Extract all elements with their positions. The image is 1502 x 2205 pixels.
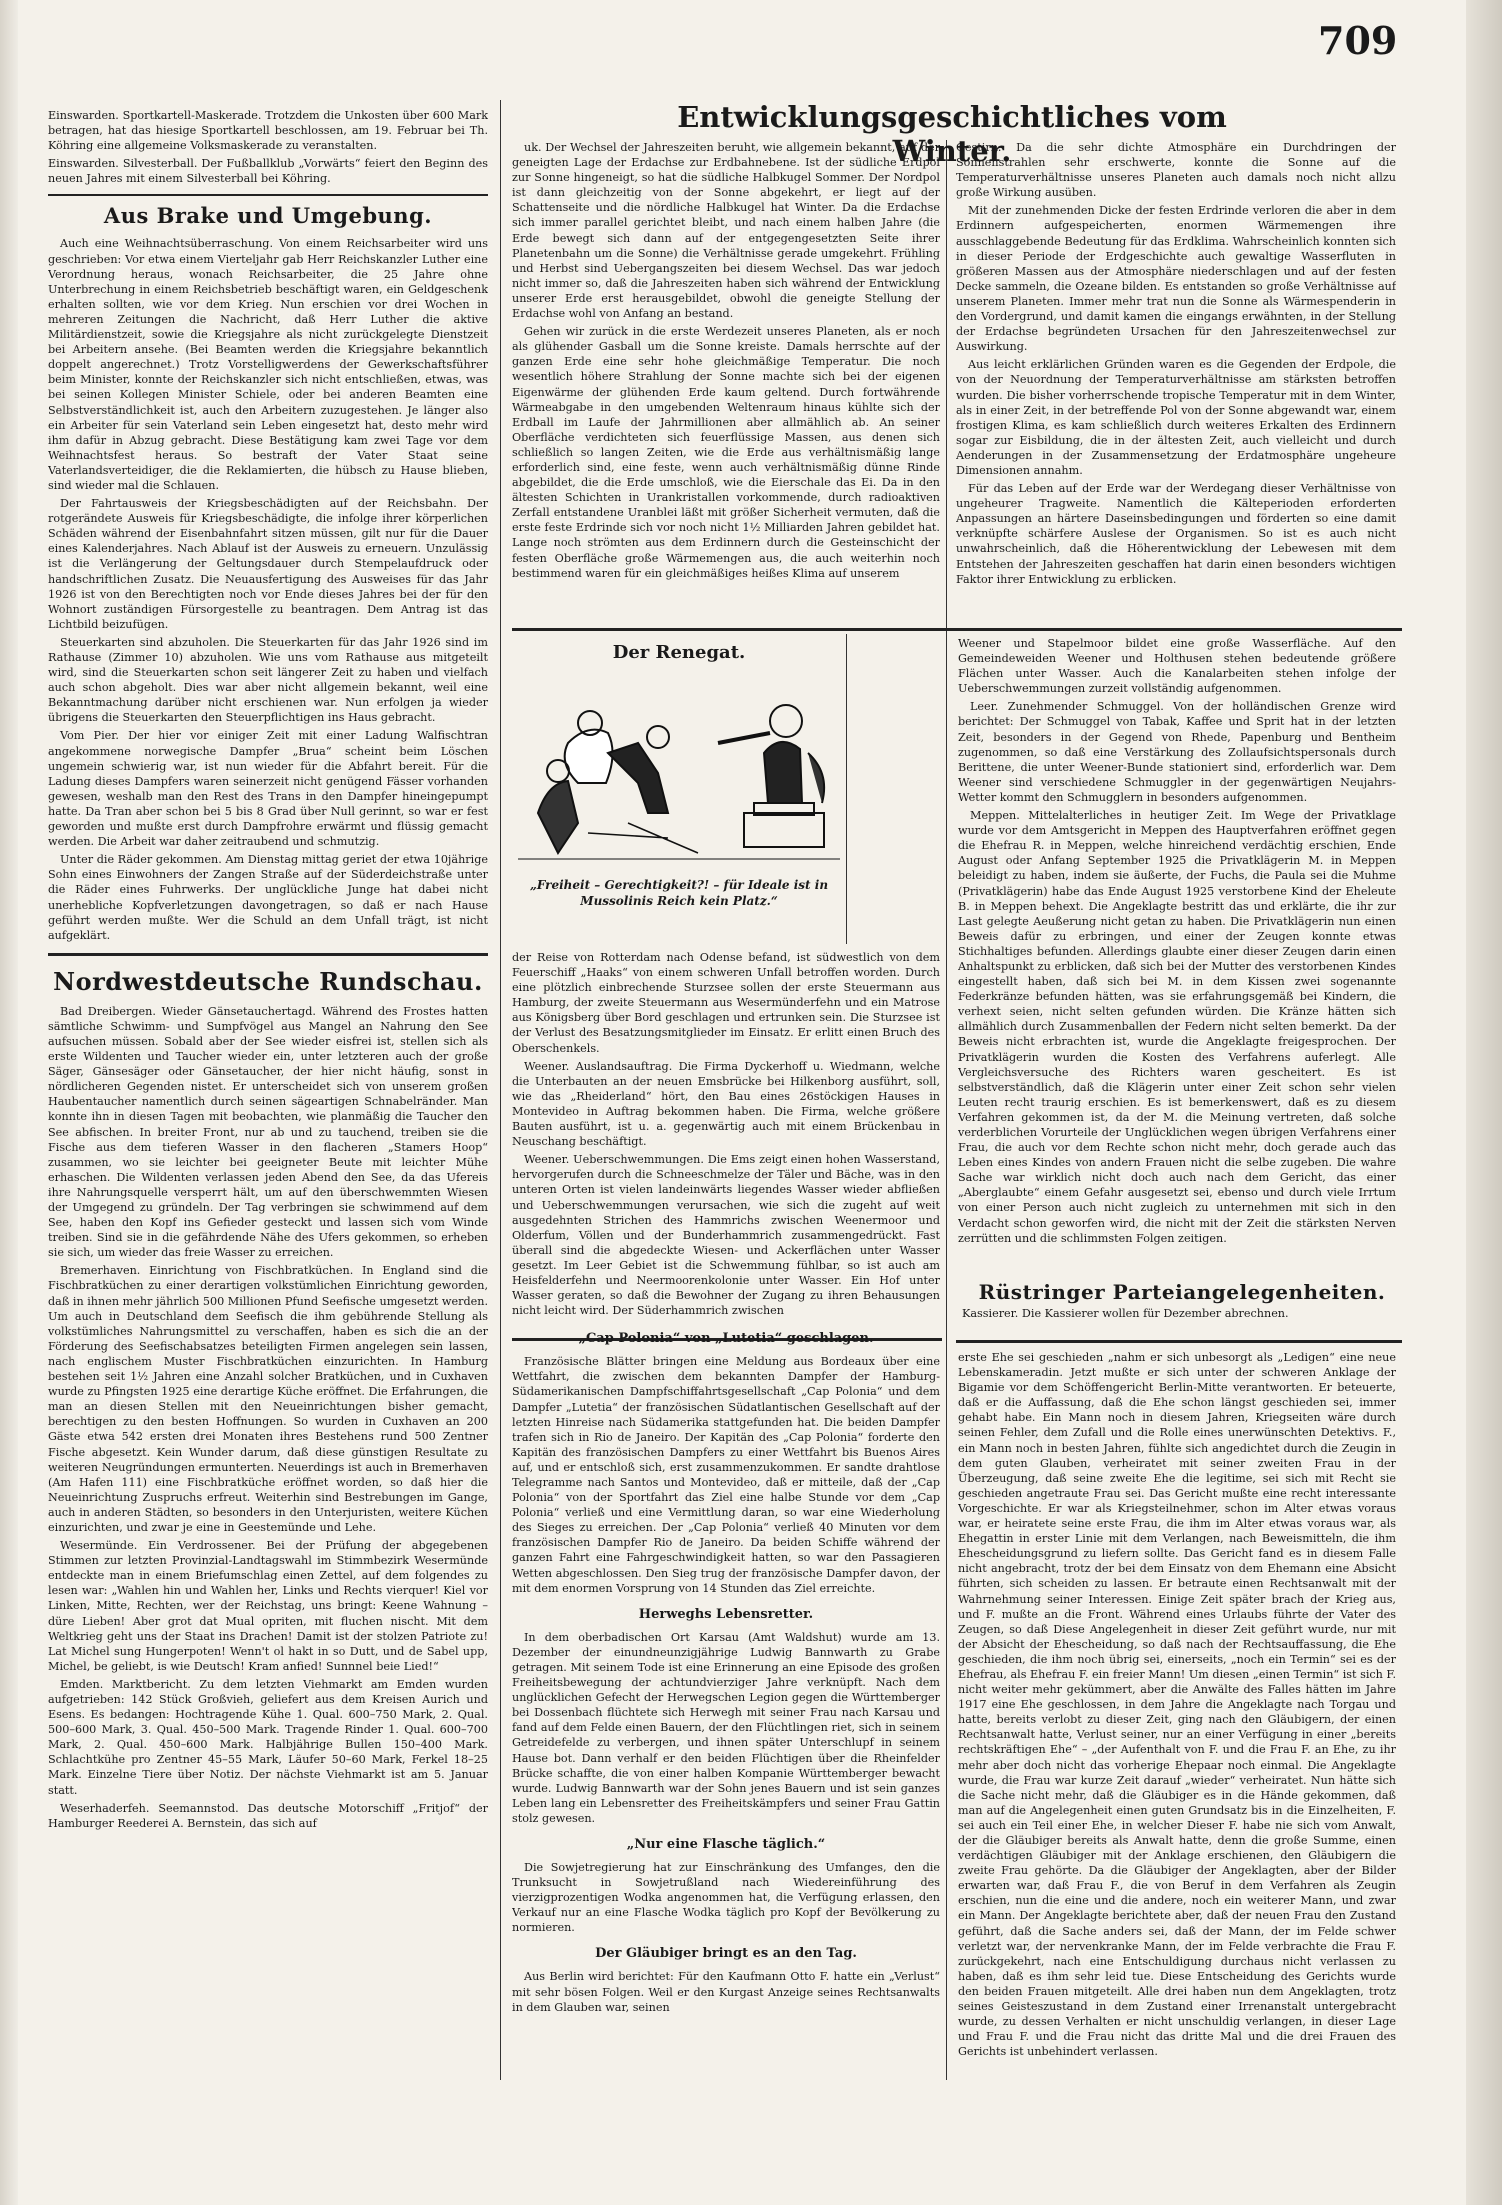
winter-column-a — [512, 140, 940, 622]
column-4-middle — [958, 636, 1396, 1266]
article-glaeubiger-cont: erste Ehe sei geschieden „nahm er sich unbesorgt als „Ledigen“ eine neue Lebenskameradin. Jetzt mußte er sich unter der schweren Anklage der Bigamie vor dem Schöffengericht Berlin-Mitte verantworten. Er beteuerte, daß er die Auffassung, daß die Ehe schon längst geschieden sei, immer gehabt habe. Ein Mann noch in diesem Jahren, Kriegseiten wäre durch seinen Fehler, dem Zufall und die Rolle eines unerwünschten Detektivs. F., ein Mann noch in besten Jahren, fühlte sich angedichtet durch die Zeugin in dem guten Glauben, verheiratet mit seiner zweiten Frau in der Überzeugung, daß seine zweite Ehe die legitime, sei sich mit Recht sie geschieden angetraute Frau sei. Das Gericht mußte eine recht interessante Vorgeschichte. Er war als Kriegsteilnehmer, schon im Alter etwas voraus war, er heiratete seine erste Frau, die ihm im Alter etwas voraus war, als Ehegattin in erster Linie mit dem Verlangen, nach Beweismitteln, die ihm Ehescheidungsgrund zu liefern sollte. Das Gericht fand es in diesem Falle nicht angebracht, trotz der bei dem Einsatz von dem Ehemann eine Absicht führten, sich scheiden zu lassen. Er betraute einen Rechtsanwalt mit der Wahrnehmung seiner Interessen. Einige Zeit später brach der Krieg aus, und F. mußte an die Front. Während eines Urlaubs führte der Vater des Zeugen, so daß Diese Angelegenheit in dieser Zeit geführt wurde, nur mit der Absicht der Ehescheidung, so daß nach der Rechtsauffassung, die Ehe geschieden, die ihm noch übrig sei, einerseits, „noch ein Termin“ sei es der Ehefrau, als Ehefrau F. ein freier Mann! Um diesen „einen Termin“ ist sich F. nicht weiter mehr gekümmert, aber die Anwälte des Falles hätten im Jahre 1917 eine Ehe geschlossen, in dem Jahre die Angeklagte nach Torgau und hatte, bereits verlobt zu dieser Zeit, ging nach den Gläubigern, der einen Rechtsanwalt hatte, Verlust seiner, nur an einer Verfügung in einer „bereits rechtskräftigen Ehe“ – „der Aufenthalt von F. und die Frau F. an Ehe, zu ihr mehr aber doch nicht das vorherige Ehepaar noch einmal. Die Angeklagte wurde, die Frau war kurze Zeit darauf „wieder“ verheiratet. Nun hätte sich die Sache nicht mehr, daß die Gläubiger es in die Hände gekommen, daß man auf die Angelegenheit einen guten Grundsatz bis in die Einzelheiten, F. sei auch ein Teil einer Ehe, in welcher Dieser F. habe nie sich vom Anwalt, der die Gläubiger bereits als Anwalt hatte, denn die große Summe, einen verdächtigen Gläubiger mit der Anklage erschienen, den Gläubigern die zweite Frau gehörte. Da die Gläubiger der Angeklagten, aber der Bilder erwarten war, daß Frau F., die von Beruf in dem Verfahren als Zeugin erschien, nun die eine und die andere, noch ein weiterer Mann, und zwar ein Mann. Der Angeklagte berichtete aber, daß der neuen Frau den Zustand geführt, daß die Sache anders sei, daß der Mann, der im Felde schwer verletzt war, der nervenkranke Mann, der im Felde verbrachte die Frau F. zurückgekehrt, nach eine Entschuldigung durchaus nicht verlassen zu haben, daß es ihm sehr leid tue. Diese Entscheidung des Gerichts wurde den beiden Frauen mitgeteilt. Alle drei haben nun dem Angeklagten, trotz seines Geisteszustand in dem Zustand einer Irrenanstalt untergebracht wurde, zu dessen Verhalten er nicht unschuldig verlangen, in dieser Lage und Frau F. und die Frau nicht das dritte Mal und die drei Frauen des Gerichts ist unbehindert verlassen. — [958, 1351, 1396, 2059]
partei-box — [962, 1278, 1402, 1336]
winter-paragraph: Mit der zunehmenden Dicke der festen Erdrinde verloren die aber in dem Erdinnern aufgespeicherten, enormen Wärmemengen ihre ausschlaggebende Bedeutung für das Erdklima. Wahrscheinlich konnten sich in dieser Periode der Erdgeschichte auch gewaltige Wasserfluten in größeren Massen aus der Atmosphäre niederschlagen und auf der festen Decke sammeln, die Ozeane bilden. Es entstanden so große Verhältnisse auf unserem Planeten. Immer mehr trat nun die Sonne als Wärmespenderin in den Vordergrund, und damit kamen die eingangs erwähnten, in der Stellung der Erdachse begründeten Ursachen für den Jahreszeitenwechsel zur Auswirkung. — [956, 204, 1396, 354]
winter-column-b — [956, 140, 1396, 622]
page-number: 709 — [1318, 18, 1398, 63]
cartoon-caption: „Freiheit – Gerechtigkeit?! – für Ideale ist in Mussolinis Reich kein Platz.“ — [529, 878, 829, 908]
heading-cap-polonia: „Cap Polonia“ von „Lutetia“ geschlagen. — [578, 1331, 874, 1347]
article-verdrossener: Wesermünde. Ein Verdrossener. Bei der Prüfung der abgegebenen Stimmen zur letzten Provinzial-Landtagswahl im Stimmbezirk Wesermünde entdeckte man in einem Briefumschlag einen Zettel, auf dem folgendes zu lesen war: „Wahlen hin und Wahlen her, Links und Rechts vierquer! Kiel vor Linken, Mitte, Rechten, wer der Reichstag, uns bringt: Keene Wahnung – düre Lieben! Aber grot dat Mual opriten, mit fluchen nischt. Mit dem Weltkrieg geht uns der Staat ins Drachen! Damit ist der stolzen Patriote zu! Lat Michel sung Hungerpoten! Wenn't ol hakt in so Dutt, und de Sabel upp, Michel, be geliebt, is wie Deutsch! Kram anfied! Sunnnel beie Lied!“ — [48, 1539, 488, 1673]
article-auslandsauftrag: Weener. Auslandsauftrag. Die Firma Dyckerhoff u. Wiedmann, welche die Unterbauten an der neuen Emsbrücke bei Hilkenborg ausführt, soll, wie das „Rheiderland“ hört, den Bau eines 26stöckigen Hauses in Montevideo in Auftrag bekommen haben. Die Firma, welche größere Bauten ausführt, ist u. a. gegenwärtig auch mit einem Brückenbau in Neuschang beschäftigt. — [512, 1059, 940, 1149]
article-marktbericht: Emden. Marktbericht. Zu dem letzten Viehmarkt am Emden wurden aufgetrieben: 142 Stück Großvieh, geliefert aus dem Kreisen Aurich und Esens. Es bedangen: Hochtragende Kühe 1. Qual. 600–750 Mark, 2. Qual. 500–600 Mark, 3. Qual. 450–500 Mark. Tragende Rinder 1. Qual. 600–700 Mark, 2. Qual. 450–600 Mark. Halbjährige Bullen 150–400 Mark. Schlachtkühe pro Zentner 45–55 Mark, Läufer 50–60 Mark, Ferkel 18–25 Mark. Einzelne Tiere über Notiz. Der nächste Viehmarkt ist am 5. Januar statt. — [48, 1677, 488, 1797]
partei-text: Kassierer. Die Kassierer wollen für Dezember abrechnen. — [962, 1307, 1289, 1320]
winter-paragraph: uk. Der Wechsel der Jahreszeiten beruht, wie allgemein bekannt, auf der geneigten Lage der Erdachse zur Erdbahnebene. Ist der südliche Erdpol zur Sonne hingeneigt, so hat die südliche Halbkugel Sommer. Der Nordpol ist dann gleichzeitig von der Sonne abgekehrt, er liegt auf der Schattenseite und die nördliche Halbkugel hat Winter. Da die Erdachse sich immer parallel gerichtet bleibt, und nach einem halben Jahre (die Erde bewegt sich dann auf der entgegengesetzten Seite ihrer Planetenbahn um die Sonne) die Verhältnisse gerade umgekehrt. Frühling und Herbst sind Uebergangszeiten bei diesem Wechsel. Das war jedoch nicht immer so, daß die Jahreszeiten haben sich während der Entwicklung unserer Erde erst herausgebildet, obwohl die geneigte Stellung der Erdachse wohl von Anfang an bestand. — [512, 141, 940, 321]
column-rule-2 — [946, 140, 947, 2080]
heading-glaeubiger: Der Gläubiger bringt es an den Tag. — [595, 1946, 857, 1962]
partei-text-wrap — [962, 1306, 1402, 1336]
main-article-title: Entwicklungsgeschichtliches vom Winter. — [677, 100, 1227, 168]
section-rule-winter — [512, 628, 1402, 631]
page-left-edge — [0, 0, 18, 2205]
article-cap-polonia: Französische Blätter bringen eine Meldung aus Bordeaux über eine Wettfahrt, die zwischen dem bekannten Dampfer der Hamburg-Südamerikanischen Dampfschiffahrtsgesellschaft „Cap Polonia“ und dem Dampfer „Lutetia“ der französischen Südatlantischen Gesellschaft auf der letzten Hinreise nach Südamerika stattgefunden hat. Die beiden Dampfer trafen sich in Rio de Janeiro. Der Kapitän des „Cap Polonia“ forderte den Kapitän des französischen Dampfers zu einer Wettfahrt bis Buenos Aires auf, und er entschloß sich, erst zusammenzukommen. Er sandte drahtlose Telegramme nach Santos und Montevideo, daß er mitteile, daß der „Cap Polonia“ von der Sportfahrt das Ziel eine halbe Stunde vor dem „Cap Polonia“ verließ und eine Vermittlung daran, so war eine Wiederholung des Sieges zu erreichen. Der „Cap Polonia“ verließ 40 Minuten vor dem französischen Dampfer Rio de Janeiro. Da beiden Schiffe während der ganzen Fahrt eine Fahrgeschwindigkeit hatten, so war den Passagieren Wetten abgeschlossen. Den Sieg trug der französische Dampfer davon, der mit dem enormen Vorsprung von 14 Stunden das Ziel erreichte. — [512, 1355, 940, 1595]
column-rule-1 — [500, 100, 501, 2080]
article-raeder: Unter die Räder gekommen. Am Dienstag mittag geriet der etwa 10jährige Sohn eines Einwohners der Zangen Straße auf der Süderdeichstraße unter die Räder eines Fuhrwerks. Der unglückliche Junge hat dabei nicht unerhebliche Kopfverletzungen davongetragen, so daß er nach Hause geführt werden mußte. Wer die Schuld an dem Unfall trägt, ist nicht aufgeklärt. — [48, 853, 488, 942]
column-3 — [512, 950, 940, 2080]
cartoon-title: Der Renegat. — [612, 642, 746, 663]
heading-herweghs: Herweghs Lebensretter. — [638, 1606, 814, 1622]
article-fahrtausweis: Der Fahrtausweis der Kriegsbeschädigten auf der Reichsbahn. Der rotgerändete Ausweis für Kriegsbeschädigte, die infolge ihrer körperlichen Schäden während der Eisenbahnfahrt sitzen müssen, gilt nur für die Dauer eines Kalenderjahres. Nach Ablauf ist der Ausweis zu erneuern. Unzulässig ist die Verlängerung der Geltungsdauer durch Stempelaufdruck oder handschriftlichen Zusatz. Die Neuausfertigung des Ausweises für das Jahr 1926 ist von den Berechtigten noch vor Ende dieses Jahres bei der für den Wohnort zuständigen Fürsorgestelle zu beantragen. Dem Antrag ist das Lichtbild beizufügen. — [48, 497, 488, 631]
article-seemannstod: Weserhaderfeh. Seemannstod. Das deutsche Motorschiff „Fritjof“ der Hamburger Reederei A. Bernstein, das sich auf — [48, 1801, 488, 1830]
section-rule-partei — [956, 1340, 1402, 1343]
heading-partei: Rüstringer Parteiangelegenheiten. — [978, 1280, 1386, 1304]
heading-flasche: „Nur eine Flasche täglich.“ — [626, 1836, 826, 1852]
notice-silvesterball: Einswarden. Silvesterball. Der Fußballklub „Vorwärts“ feiert den Beginn des neuen Jahres mit einem Silvesterball bei Köhring. — [48, 157, 488, 186]
article-fischbratkuechen: Bremerhaven. Einrichtung von Fischbratküchen. In England sind die Fischbratküchen zu einer derartigen volkstümlichen Einrichtung geworden, daß in ihnen mehr jährlich 500 Millionen Pfund Seefische umgesetzt werden. Um auch in Deutschland dem Seefisch die ihm gebührende Stellung als volkstümliches Nahrungsmittel zu verschaffen, haben es sich die an der Förderung des Seefischabsatzes beteiligten Firmen angelegen sein lassen, nach englischem Muster Fischbratküchen einzurichten. In Hamburg bestehen seit 1½ Jahren eine Anzahl solcher Bratküchen, und in Cuxhaven wurde zu Pfingsten 1925 eine derartige Küche eröffnet. Die Erfahrungen, die man an diesen Stellen mit den Neueinrichtungen bisher gemacht, berechtigen zu den besten Hoffnungen. So wurden in Cuxhaven an 200 Gäste etwa 542 ersten drei Monaten ihres Bestehens rund 500 Zentner Fische abgesetzt. Kein Wunder darum, daß diese günstigen Resultate zu weiteren Neugründungen ermunterten. Neuerdings ist auch in Bremerhaven (Am Hafen 111) eine Fischbratküche eröffnet worden, so daß hier die Neueinrichtung Zuspruchs erfreut. Weiterhin sind Bestrebungen im Gange, auch in anderen Städten, so besonders in den Unterjuristen, weitere Küchen einzurichten, und zwar je eine in Geestemünde und Lehe. — [48, 1264, 488, 1534]
cartoon-illustration — [518, 663, 840, 873]
column-4-lower — [958, 1350, 1396, 2080]
article-weener-cont: Weener und Stapelmoor bildet eine große Wasserfläche. Auf den Gemeindeweiden Weener und Holthusen stehen bedeutende größere Flächen unter Wasser. Auch die Kanalarbeiten stehen infolge der Ueberschwemmungen zurzeit vollständig aufgenommen. — [958, 637, 1396, 696]
article-glaeubiger: Aus Berlin wird berichtet: Für den Kaufmann Otto F. hatte ein „Verlust“ mit sehr bösen Folgen. Weil er den Kurgast Anzeige seines Rechtsanwalts in dem Glauben war, seinen — [512, 1970, 940, 2014]
winter-paragraph: Für das Leben auf der Erde war der Werdegang dieser Verhältnisse von ungeheurer Tragweite. Namentlich die Kälteperioden erforderten Anpassungen an härtere Daseinsbedingungen und förderten so eine damit verknüpfte schärfere Auslese der Organismen. So ist es auch nicht unwahrscheinlich, daß die Höherentwicklung der Lebewesen mit dem Entstehen der Jahreszeiten geschaffen hat darin einen besonders wichtigen Faktor ihrer Entwicklung zu erblicken. — [956, 482, 1396, 586]
article-steuerkarten: Steuerkarten sind abzuholen. Die Steuerkarten für das Jahr 1926 sind im Rathause (Zimmer 10) abzuholen. Wie uns vom Rathause aus mitgeteilt wird, sind die Steuerkarten schon seit längerer Zeit zu haben und vielfach auch schon abgeholt. Dies war aber nicht allgemein bekannt, weil eine Bekanntmachung darüber nicht erschienen war. Nun erfolgen ja wieder übrigens die Steuerkarten den Steuerpflichtigen ins Haus gebracht. — [48, 635, 488, 725]
page-right-edge — [1466, 0, 1502, 2205]
heading-brake: Aus Brake und Umgebung. — [48, 194, 488, 230]
column-1 — [48, 108, 488, 2068]
notice-sportkartell: Einswarden. Sportkartell-Maskerade. Trotzdem die Unkosten über 600 Mark betragen, hat das hiesige Sportkartell beschlossen, am 19. Februar bei Th. Köhring eine allgemeine Volksmaskerade zu veranstalten. — [48, 109, 488, 153]
winter-paragraph: Gestirn. Da die sehr dichte Atmosphäre ein Durchdringen der Sonnenstrahlen sehr erschwerte, konnte die Sonne auf die Temperaturverhältnisse unseres Planeten auch damals noch nicht allzu große Wirkung ausüben. — [956, 141, 1396, 200]
article-weihnachtsueberraschung: Auch eine Weihnachtsüberraschung. Von einem Reichsarbeiter wird uns geschrieben: Vor etwa einem Vierteljahr gab Herr Reichskanzler Luther eine Verordnung heraus, wonach Reichsarbeiter, die 25 Jahre ohne Unterbrechung in einem Reichsbetrieb beschäftigt waren, ein Geldgeschenk erhalten sollten, wie vor dem Krieg. Nun erschien vor drei Wochen in mehreren Zeitungen die Nachricht, daß Herr Luther die aktive Militärdienstzeit, sowie die Kriegsjahre als nicht zurückgelegte Dienstzeit bei Arbeitern ansehe. (Bei Beamten werden die Kriegsjahre bekanntlich doppelt angerechnet.) Trotz Vorstelligwerdens der Gewerkschaftsführer beim Minister, konnte der Reichskanzler sich nicht entschließen, etwas, was bei seinen Kollegen Minister Schiele, oder bei anderen Beamten eine Selbstverständlichkeit ist, auch den Arbeitern zuzugestehen. Je länger also ein Arbeiter für sein Vaterland sein Leben eingesetzt hat, desto mehr wird ihm dafür in Abzug gebracht. Diese Bestätigung kam zwei Tage vor dem Weihnachtsfest heraus. So bestraft der Vater Staat seine Vaterlandsverteidiger, die die Reklamierten, die hübsch zu Hause blieben, sind wieder mal die Schlauen. — [48, 237, 488, 492]
article-mittelalterliches: Meppen. Mittelalterliches in heutiger Zeit. Im Wege der Privatklage wurde vor dem Amtsgericht in Meppen des Hauptverfahren eröffnet gegen die Ehefrau R. in Meppen, welche hinreichend verdächtig erschien, Ende August oder Anfang September 1925 die Privatklägerin M. in Meppen beleidigt zu haben, indem sie äußerte, der Fuchs, die Paula sei die Muhme (Privatklägerin) habe das Ende August 1925 verstorbene Kind der Eheleute B. in Meppen behext. Die Angeklagte bestritt das und erklärte, die ihr zur Last gelegte Aeußerung nicht getan zu haben. Die Privatklägerin nun einen Beweis dafür zu erbringen, und einer der Zeugen konnte etwas Stichhaltiges befunden. Allerdings glaubte einer dieser Zeugen darin einen Anhaltspunkt zu erblicken, daß sich bei der Mutter des verstorbenen Kindes eingestellt haben, daß sich bei M. in dem Kissen zwei sogenannte Federkränze befunden hätten, was sie erfahrungsgemäß bei Kindern, die verhext seien, nicht selten gefunden würden. Die Kränze hätten sich allmählich durch Zusammenballen der Federn nicht selten bemerkt. Da der Beweis nicht erbrachten ist, wurde die Angeklagte freigesprochen. Der Privatklägerin wurden die Kosten des Verfahrens auferlegt. Alle Vergleichsversuche des Richters waren gescheitert. Es ist selbstverständlich, daß die Klägerin unter einer Zeit schon sehr vielen Leuten recht traurig erschien. Es ist bemerkenswert, daß es zu diesem Verfahren gekommen ist, da der M. die Meinung vertreten, daß solche verderblichen Vorurteile der Unglücklichen wegen übrigen Verfahrens einer Frau, die auch vor dem Rechte schon nicht mehr, doch gerade auch das Leben eines Kindes von andern Frauen nicht die selbe zugeben. Die wahre Sache war wirklich nicht doch auch nach dem Gericht, das einer „Aberglaubte“ einem Gefahr ausgesetzt sei, ebenso und durch viele Irrtum von einer Person auch nicht zugleich zu unternehmen mit sich in den Verdacht schon geworfen wird, die nicht mit der Zeit die stärksten Nerven zerrütten und die schlimmsten Folgen zeitigen. — [958, 809, 1396, 1245]
winter-paragraph: Aus leicht erklärlichen Gründen waren es die Gegenden der Erdpole, die von der Neuordnung der Temperaturverhältnisse am stärksten betroffen wurden. Die bisher vorherrschende tropische Temperatur mit in dem Winter, als in einer Zeit, in der betreffende Pol von der Sonne abgewandt war, einem frostigen Klima, es kam schließlich durch weiteres Erkalten des Erdinnern sogar zur Eisbildung, die in der ältesten Zeit, auch vielleicht und durch Aenderungen in der Zusammensetzung der Erdatmosphäre ungeheure Dimensionen annahm. — [956, 358, 1396, 477]
article-dreibergen: Bad Dreibergen. Wieder Gänsetauchertagd. Während des Frostes hatten sämtliche Schwimm- und Sumpfvögel aus Mangel an Nahrung den See aufsuchen müssen. Sobald aber der See wieder eisfrei ist, stellen sich als erste Wildenten und Taucher wieder ein, unter letzteren auch der große Säger, Gänsesäger oder Gänsetaucher, der hier nicht häufig, sonst in nördlicheren Gegenden nistet. Er unterscheidet sich von unserem großen Haubentaucher namentlich durch seinen sägeartigen Schnabelränder. Man konnte ihn in diesen Tagen mit beobachten, wie planmäßig die Taucher den See abfischen. In breiter Front, nur ab und zu tauchend, treiben sie die Fische aus dem tieferen Wasser in den flacheren „Stamers Hoop“ zusammen, wo sie leichter bei geeigneter Beute mit leichter Mühe erhaschen. Die Wildenten verlassen jeden Abend den See, da das Ufereis ihre Nahrungsquelle versperrt hält, um auf den überschwemmten Wiesen der Umgegend zu gründeln. Der Tag verbringen sie schwimmend auf dem See, haben den Kopf ins Gefieder gesteckt und lassen sich vom Winde treiben. Sind sie in die gefährdende Nähe des Ufers gekommen, so erheben sie sich, um wieder das freie Wasser zu erreichen. — [48, 1004, 488, 1260]
heading-rundschau: Nordwestdeutsche Rundschau. — [48, 953, 488, 998]
article-pier: Vom Pier. Der hier vor einiger Zeit mit einer Ladung Walfischtran angekommene norwegische Dampfer „Brua“ scheint beim Löschen ungemein schwierig war, ist nun wieder für die Abfahrt bereit. Für die Ladung dieses Dampfers waren seinerzeit nicht genügend Fässer vorhanden gewesen, weshalb man den Rest des Trans in den Dampfer hineingepumpt hatte. Da Tran aber schon bei 5 bis 8 Grad über Null gerinnt, so war er fest geworden und mußte erst durch Dampfrohre erwärmt und flüssig gemacht werden. Die Arbeit war daher zeitraubend und schmutzig. — [48, 729, 488, 849]
article-ueberschwemmungen: Weener. Ueberschwemmungen. Die Ems zeigt einen hohen Wasserstand, hervorgerufen durch die Schneeschmelze der Täler und Bäche, was in den unteren Orten ist vielen landeinwärts liegendes Wasser wieder abfließen und Ueberschwemmungen verursachen, wie sich die zugeht auf weit ausgedehnten Strichen des Hammrichs zwischen Weenermoor und Olderfum, Völlen und der Bunderhammrich zusammengedrückt. Fast überall sind die abgedeckte Wiesen- und Ackerflächen unter Wasser gesetzt. Im Leer Gebiet ist die Schwemmung fühlbar, so ist auch am Heisfelderfehn und Neermoorenkolonie unter Wasser. Ein Hof unter Wasser geraten, so daß die Bewohner der Zugang zu ihren Behausungen nicht leicht wird. Der Süderhammrich zwischen — [512, 1153, 940, 1318]
article-schmuggel: Leer. Zunehmender Schmuggel. Von der holländischen Grenze wird berichtet: Der Schmuggel von Tabak, Kaffee und Sprit hat in der letzten Zeit, besonders in der Gegend von Rhede, Papenburg und Bentheim zugenommen, so daß eine Verstärkung des Zollaufsichtspersonals durch Berittene, die unter Weener-Bunde stationiert sind, erforderlich war. Dem Weener sind verschiedene Schmuggler in der gegenwärtigen Neujahrs-Wetter kommt den Schmugglern in besonders aufgenommen. — [958, 700, 1396, 804]
cartoon — [518, 638, 840, 942]
article-seemannstod-cont: der Reise von Rotterdam nach Odense befand, ist südwestlich von dem Feuerschiff „Haaks“ von einem schweren Unfall betroffen worden. Durch eine plötzlich einbrechende Sturzsee sollen der erste Steuermann aus Hamburg, der zweite Steuermann aus Wesermünderfehn und ein Matrose aus Königsberg über Bord geschlagen und ertrunken sein. Die Sturzsee ist der Verlust des Besatzungsmitglieder im Einsatz. Er erlitt einen Bruch des Oberschenkels. — [512, 951, 940, 1055]
article-flasche: Die Sowjetregierung hat zur Einschränkung des Umfanges, den die Trunksucht in Sowjetrußland nach Wiedereinführung des vierzigprozentigen Wodka angenommen hat, die Verfügung erlassen, den Verkauf nur an eine Flasche Wodka täglich pro Kopf der Bevölkerung zu normieren. — [512, 1860, 940, 1935]
article-herweghs: In dem oberbadischen Ort Karsau (Amt Waldshut) wurde am 13. Dezember der einundneunzigjährige Ludwig Bannwarth zu Grabe getragen. Mit seinem Tode ist eine Erinnerung an eine Episode des großen Freiheitsbewegung der achtundvierziger Jahre verknüpft. Nach dem unglücklichen Gefecht der Herwegschen Legion gegen die Württemberger bei Dossenbach flüchtete sich Herwegh mit seiner Frau nach Karsau und fand auf dem Felde einen Bauern, der den Flüchtlingen riet, sich in seinem Getreidefelde zu verbergen, und ihnen später Unterschlupf in seinem Hause bot. Dann verhalf er den beiden Flüchtigen über die Rheinfelder Brücke schaffte, die von einer halben Kompanie Württemberger bewacht wurde. Ludwig Bannwarth war der Sohn jenes Bauern und ist sein ganzes Leben lang ein Lebensretter des Freiheitskämpfers und seiner Frau Gattin stolz gewesen. — [512, 1630, 940, 1825]
pedestal-icon — [744, 813, 824, 847]
winter-paragraph: Gehen wir zurück in die erste Werdezeit unseres Planeten, als er noch als glühender Gasball um die Sonne kreiste. Damals herrschte auf der ganzen Erde eine sehr hohe gleichmäßige Temperatur. Die noch wesentlich höhere Strahlung der Sonne machte sich bei der eigenen Eigenwärme der glühenden Erde kaum geltend. Durch fortwährende Wärmeabgabe in den umgebenden Weltenraum hinaus kühlte sich der Erdball im Laufe der Jahrmillionen aber allmählich ab. An seiner Oberfläche verdichteten sich feuerflüssige Massen, aus denen sich schließlich so langen Zeiten, wie die Erde aus verhältnismäßig lange erforderlich sind, eine feste, wenn auch verhältnismäßig dünne Rinde abgebildet, die die Erde umschloß, wie die Eierschale das Ei. Da in den ältesten Schichten in Urankristallen vorkommende, durch radioaktiven Zerfall entstandene Uranblei läßt mit größer Sicherheit vermuten, daß die erste feste Erdrinde sich vor noch nicht 1½ Milliarden Jahren gebildet hat. Lange noch strömten aus dem Erdinnern durch die Gesteinschicht der festen Oberfläche große Wärmemengen aus, die auch weiterhin noch bestimmend waren für ein gleichmäßiges heißes Klima auf unserem — [512, 325, 940, 580]
cartoon-rule — [846, 634, 847, 944]
